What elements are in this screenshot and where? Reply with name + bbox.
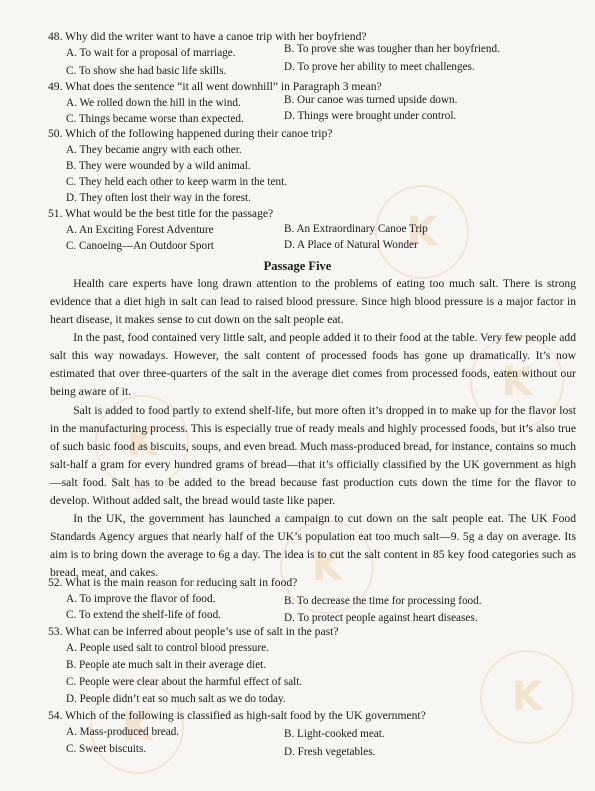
option: C. To extend the shelf-life of food. [66, 609, 221, 621]
option: C. Things became worse than expected. [66, 113, 244, 125]
option: B. To decrease the time for processing food. [284, 595, 482, 607]
option: D. A Place of Natural Wonder [284, 239, 418, 251]
option: B. Our canoe was turned upside down. [284, 94, 458, 106]
option: C. They held each other to keep warm in the tent. [66, 176, 287, 188]
passage-paragraph: In the UK, the government has launched a campaign to cut down on the salt people eat. The UK Food Standards Agency argues that nearly half of the UK’s population eat too much salt—9. 5g a day on average. Its aim is to bring down the average to 6g a day. The idea is to cut the salt content in 85 key food categories such as bread, meat, and cakes. [50, 512, 576, 580]
option: D. To prove her ability to meet challenges. [284, 61, 475, 73]
watermark-logo: K [375, 185, 469, 279]
option: A. We rolled down the hill in the wind. [66, 97, 241, 109]
option: A. An Exciting Forest Adventure [66, 224, 214, 236]
option: C. People were clear about the harmful effect of salt. [66, 676, 303, 688]
question-stem: 48. Why did the writer want to have a canoe trip with her boyfriend? [48, 30, 367, 43]
watermark-logo: K [280, 520, 374, 614]
option: A. To wait for a proposal of marriage. [66, 47, 236, 59]
option: D. Fresh vegetables. [284, 746, 376, 758]
question-stem: 54. Which of the following is classified as high-salt food by the UK government? [48, 709, 426, 722]
option: B. They were wounded by a wild animal. [66, 160, 251, 172]
option: C. To show she had basic life skills. [66, 65, 227, 77]
option: A. They became angry with each other. [66, 144, 242, 156]
watermark-logo: K [470, 335, 564, 429]
option: D. They often lost their way in the forest. [66, 192, 251, 204]
watermark-logo: K [95, 395, 189, 489]
question-stem: 51. What would be the best title for the passage? [48, 207, 274, 220]
watermark-logo: K [480, 650, 574, 744]
question-stem: 49. What does the sentence “it all went downhill” in Paragraph 3 mean? [48, 80, 382, 93]
option: B. People ate much salt in their average diet. [66, 659, 267, 671]
option: B. To prove she was tougher than her boyfriend. [284, 43, 500, 55]
option: B. An Extraordinary Canoe Trip [284, 223, 428, 235]
passage-paragraph: Health care experts have long drawn attention to the problems of eating too much salt. There is strong evidence that a diet high in salt can lead to raised blood pressure. Since high blood pressure is a major factor in heart disease, it makes sense to cut down on the salt people eat. [50, 277, 576, 327]
option: A. Mass-produced bread. [66, 726, 180, 738]
question-stem: 50. Which of the following happened during their canoe trip? [48, 127, 333, 140]
option: D. To protect people against heart diseases. [284, 612, 478, 624]
question-stem: 53. What can be inferred about people’s use of salt in the past? [48, 625, 339, 638]
option: D. People didn’t eat so much salt as we do today. [66, 693, 286, 705]
option: A. To improve the flavor of food. [66, 593, 216, 605]
option: C. Canoeing—An Outdoor Sport [66, 240, 214, 252]
watermark-logo: K [90, 680, 184, 774]
option: B. Light-cooked meat. [284, 728, 385, 740]
option: A. People used salt to control blood pressure. [66, 642, 269, 654]
passage-title: Passage Five [263, 259, 332, 273]
option: C. Sweet biscuits. [66, 743, 147, 755]
question-stem: 52. What is the main reason for reducing salt in food? [48, 576, 298, 589]
option: D. Things were brought under control. [284, 110, 457, 122]
passage-paragraph: Salt is added to food partly to extend shelf-life, but more often it’s dropped in to make up for the flavor lost in the manufacturing process. This is especially true of ready meals and highly processed foods, but it’s also true of such basic food as biscuits, soups, and even bread. Much mass-produced bread, for instance, contains so much salt-half a gram for every hundred grams of bread—that it’s officially classified by the UK government as high—salt food. Salt has to be added to the bread because fast production cuts down the time for the flavor to develop. Without added salt, the bread would taste like paper. [50, 404, 576, 508]
passage-paragraph: In the past, food contained very little salt, and people added it to their food at the table. Very few people add salt this way nowadays. However, the salt content of processed foods has gone up dramatically. It’s now estimated that over three-quarters of the salt in the average diet comes from processed foods, eaten without our being aware of it. [50, 331, 576, 399]
